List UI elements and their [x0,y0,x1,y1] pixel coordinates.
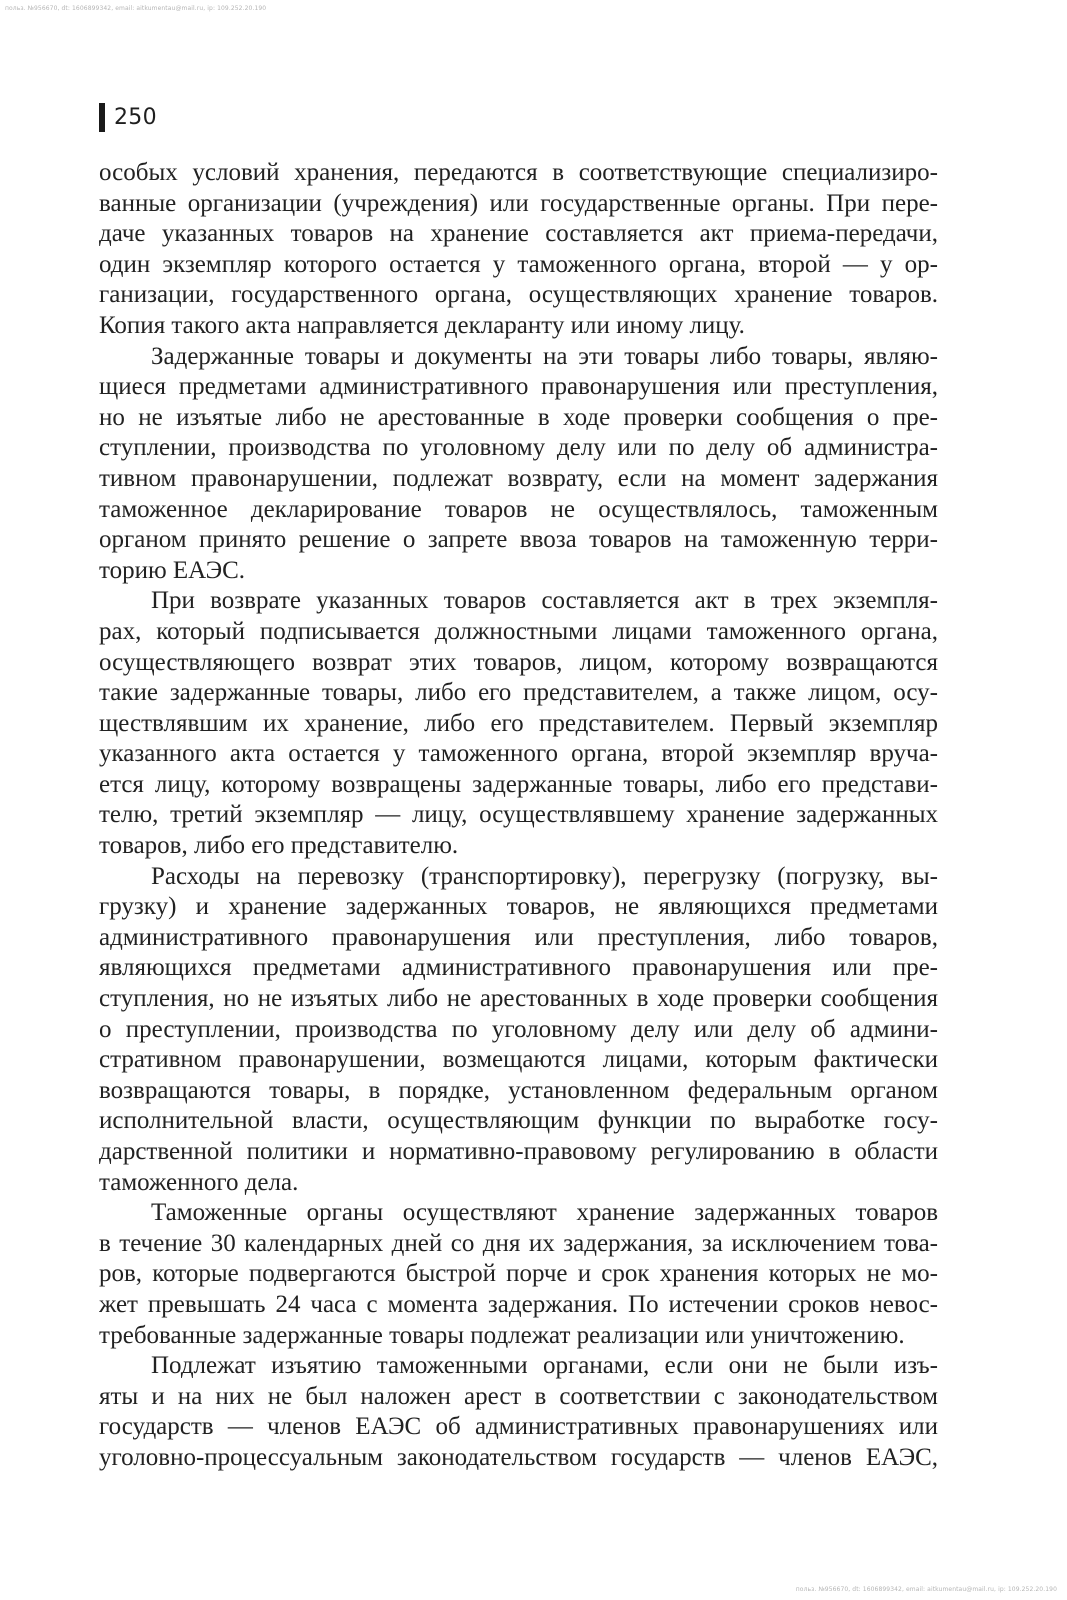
text-line: исполнительной власти, осуществляющим функции по выработке госу- [99,1107,938,1135]
text-line: дарственной политики и нормативно-правовому регулированию в области [99,1138,938,1165]
text-line: Задержанные товары и документы на эти товары либо товары, являю- [151,342,938,370]
watermark-top: польз. №956670, dt: 1606899342, email: aitkumentau@mail.ru, ip: 109.252.20.190 [5,5,267,12]
text-line: ступления, но не изъятых либо не арестованных в ходе проверки сообщения [99,985,938,1013]
text-line: даче указанных товаров на хранение составляется акт приема-передачи, [99,220,938,248]
paragraph [99,1351,938,1473]
text-line: таможенное декларирование товаров не осуществлялось, таможенным [99,495,938,523]
text-line: ществлявшим их хранение, либо его представителем. Первый экземпляр [99,709,938,737]
paragraph [99,1198,938,1351]
text-line: грузку) и хранение задержанных товаров, не являющихся предметами [99,893,938,921]
text-line: о преступлении, производства по уголовному делу или делу об админи- [99,1015,938,1043]
page-number: 250 [114,104,157,130]
text-line: ступлении, производства по уголовному делу или по делу об администра- [99,434,938,462]
text-line: Копия такого акта направляется декларанту или иному лицу. [99,311,745,339]
paragraph [99,862,938,1199]
text-line: рах, который подписывается должностными лицами таможенного органа, [99,617,938,645]
text-line: стративном правонарушении, возмещаются лицами, которым фактически [99,1046,938,1074]
text-line: административного правонарушения или преступления, либо товаров, [99,923,938,951]
text-line: торию ЕАЭС. [99,556,246,584]
text-line: один экземпляр которого остается у таможенного органа, второй — у ор- [99,250,938,278]
page-marker-bar [99,103,105,132]
text-line: являющихся предметами административного правонарушения или пре- [99,954,938,982]
watermark-bottom: польз. №956670, dt: 1606899342, email: aitkumentau@mail.ru, ip: 109.252.20.190 [795,1586,1057,1593]
text-line: Расходы на перевозку (транспортировку), перегрузку (погрузку, вы- [151,862,938,890]
text-line: таможенного дела. [99,1168,299,1196]
text-line: жет превышать 24 часа с момента задержания. По истечении сроков невос- [99,1290,938,1318]
text-line: ганизации, государственного органа, осуществляющих хранение товаров. [99,281,938,309]
text-line: органом принято решение о запрете ввоза товаров на таможенную терри- [99,526,938,554]
text-line: указанного акта остается у таможенного органа, второй экземпляр вруча- [99,740,938,768]
text-line: Таможенные органы осуществляют хранение задержанных товаров [151,1199,938,1227]
text-line: ется лицу, которому возвращены задержанные товары, либо его представи- [99,770,938,798]
text-line: требованные задержанные товары подлежат реализации или уничтожению. [99,1321,905,1349]
paragraph [99,158,938,342]
body-text [99,158,938,1474]
text-line: в течение 30 календарных дней со дня их задержания, за исключением това- [99,1229,938,1257]
text-line: Подлежат изъятию таможенными органами, если они не были изъ- [151,1352,938,1380]
text-line: государств — членов ЕАЭС об административных правонарушениях или [99,1413,938,1441]
paragraph [99,342,938,587]
text-line: телю, третий экземпляр — лицу, осуществлявшему хранение задержанных [99,801,938,829]
text-line: возвращаются товары, в порядке, установленном федеральным органом [99,1076,938,1104]
text-line: щиеся предметами административного правонарушения или преступления, [99,373,938,401]
text-line: тивном правонарушении, подлежат возврату, если на момент задержания [99,464,938,492]
text-line: особых условий хранения, передаются в соответствующие специализиро- [99,159,938,186]
text-line: яты и на них не был наложен арест в соответствии с законодательством [99,1382,938,1410]
text-line: но не изъятые либо не арестованные в ходе проверки сообщения о пре- [99,403,938,431]
paragraph [99,586,938,861]
text-line: При возврате указанных товаров составляется акт в трех экземпля- [151,587,938,615]
text-line: такие задержанные товары, либо его представителем, а также лицом, осу- [99,679,938,707]
text-line: осуществляющего возврат этих товаров, лицом, которому возвращаются [99,648,938,676]
text-line: уголовно-процессуальным законодательством государств — членов ЕАЭС, [99,1443,938,1471]
page-header [99,102,157,132]
text-line: ров, которые подвергаются быстрой порче и срок хранения которых не мо- [99,1260,938,1288]
text-line: ванные организации (учреждения) или государственные органы. При пере- [99,189,938,217]
text-line: товаров, либо его представителю. [99,832,459,860]
